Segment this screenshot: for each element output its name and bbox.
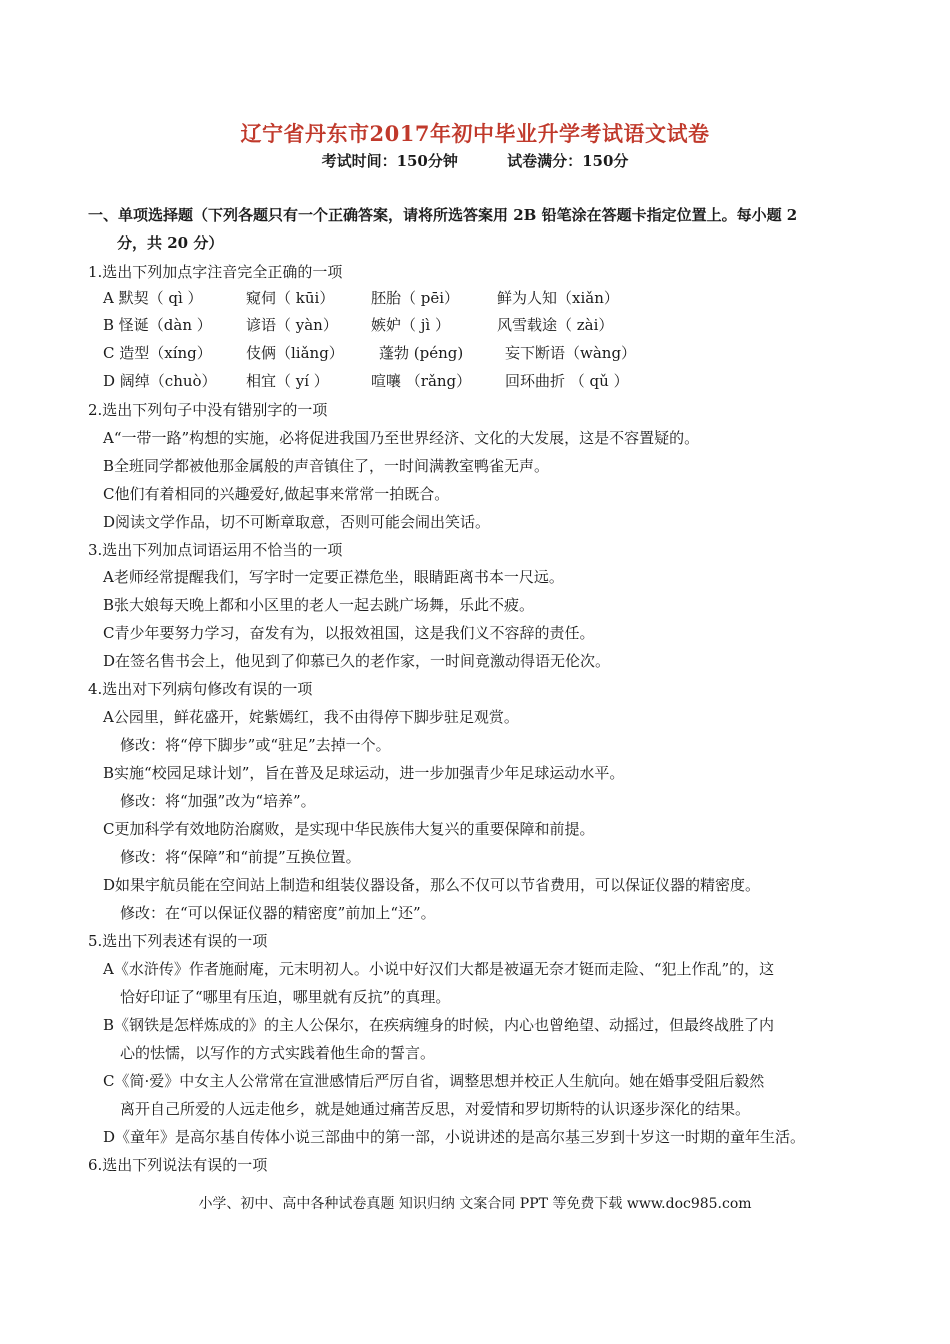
q5-option-b-cont: 心的怯懦，以写作的方式实践着他生命的誓言。 — [120, 1044, 436, 1062]
q1-c-3: 蓬勃 (péng) — [379, 344, 464, 362]
q5-option-b: B《钢铁是怎样炼成的》的主人公保尔，在疾病缠身的时候，内心也曾绝望、动摇过，但最终战胜了内 — [103, 1016, 775, 1034]
q4-option-a: A公园里，鲜花盛开，姹紫嫣红，我不由得停下脚步驻足观赏。 — [103, 708, 519, 726]
q5-option-c: C《简·爱》中女主人公常常在宣泄感情后严厉自省，调整思想并校正人生航向。她在婚事受阻后毅然 — [103, 1072, 765, 1090]
q2-option-c: C他们有着相同的兴趣爱好,做起事来常常一拍既合。 — [103, 485, 450, 503]
question-1-stem: 1.选出下列加点字注音完全正确的一项 — [88, 263, 343, 281]
q3-option-a: A老师经常提醒我们，写字时一定要正襟危坐，眼睛距离书本一尺远。 — [103, 568, 564, 586]
q1-d-2: 相宜（ yí ） — [246, 372, 329, 390]
q4-fix-c: 修改：将“保障”和“前提”互换位置。 — [120, 848, 361, 866]
question-5-stem: 5.选出下列表述有误的一项 — [88, 932, 268, 950]
section-heading: 一、单项选择题（下列各题只有一个正确答案，请将所选答案用 2B 铅笔涂在答题卡指定位置上。每小题 2 — [88, 206, 798, 224]
full-score: 试卷满分：150分 — [507, 152, 629, 170]
q3-option-b: B张大娘每天晚上都和小区里的老人一起去跳广场舞，乐此不疲。 — [103, 596, 535, 614]
q4-fix-b: 修改：将“加强”改为“培养”。 — [120, 792, 316, 810]
q1-b-2: 谚语（ yàn） — [246, 316, 338, 334]
q4-fix-a: 修改：将“停下脚步”或“驻足”去掉一个。 — [120, 736, 391, 754]
q4-fix-d: 修改：在“可以保证仪器的精密度”前加上“还”。 — [120, 904, 436, 922]
question-2-stem: 2.选出下列句子中没有错别字的一项 — [88, 401, 328, 419]
q1-d-1: D 阔绰（chuò） — [103, 372, 217, 390]
exam-info — [0, 150, 950, 171]
q5-option-c-cont: 离开自己所爱的人远走他乡，就是她通过痛苦反思，对爱情和罗切斯特的认识逐步深化的结果。 — [120, 1100, 751, 1118]
exam-title: 辽宁省丹东市2017年初中毕业升学考试语文试卷 — [240, 121, 710, 146]
q1-c-1: C 造型（xíng） — [103, 344, 212, 362]
q4-option-d: D如果宇航员能在空间站上制造和组装仪器设备，那么不仅可以节省费用，可以保证仪器的精密度。 — [103, 876, 761, 894]
q1-b-4: 风雪载途（ zài） — [497, 316, 614, 334]
q2-option-d: D阅读文学作品，切不可断章取意，否则可能会闹出笑话。 — [103, 513, 491, 531]
q2-option-a: A“一带一路”构想的实施，必将促进我国乃至世界经济、文化的大发展，这是不容置疑的。 — [103, 429, 700, 447]
q5-option-a-cont: 恰好印证了“哪里有压迫，哪里就有反抗”的真理。 — [120, 988, 451, 1006]
question-3-stem: 3.选出下列加点词语运用不恰当的一项 — [88, 541, 343, 559]
q1-b-1: B 怪诞（dàn ） — [103, 316, 212, 334]
q1-c-4: 妄下断语（wàng） — [505, 344, 637, 362]
page-footer: 小学、初中、高中各种试卷真题 知识归纳 文案合同 PPT 等免费下载 www.doc985.com — [198, 1196, 752, 1212]
q1-a-1: A 默契（ qì ） — [103, 289, 203, 307]
q1-a-3: 胚胎（ pēi） — [371, 289, 460, 307]
q4-option-c: C更加科学有效地防治腐败，是实现中华民族伟大复兴的重要保障和前提。 — [103, 820, 595, 838]
q3-option-c: C青少年要努力学习，奋发有为，以报效祖国，这是我们义不容辞的责任。 — [103, 624, 595, 642]
q1-c-2: 伎俩（liǎng） — [246, 344, 344, 362]
q1-d-3: 喧嚷 （rǎng） — [371, 372, 472, 390]
q1-a-4: 鲜为人知（xiǎn） — [497, 289, 619, 307]
q5-option-a: A《水浒传》作者施耐庵，元末明初人。小说中好汉们大都是被逼无奈才铤而走险、“犯上作乱”的，这 — [103, 960, 775, 978]
q1-a-2: 窥伺（ kūi） — [246, 289, 335, 307]
question-6-stem: 6.选出下列说法有误的一项 — [88, 1156, 268, 1174]
q3-option-d: D在签名售书会上，他见到了仰慕已久的老作家，一时间竟激动得语无伦次。 — [103, 652, 611, 670]
q4-option-b: B实施“校园足球计划”，旨在普及足球运动，进一步加强青少年足球运动水平。 — [103, 764, 625, 782]
question-4-stem: 4.选出对下列病句修改有误的一项 — [88, 680, 313, 698]
q1-d-4: 回环曲折 （ qǔ ） — [505, 372, 629, 390]
q2-option-b: B全班同学都被他那金属般的声音镇住了，一时间满教室鸭雀无声。 — [103, 457, 550, 475]
q1-b-3: 嫉妒（ jì ） — [371, 316, 450, 334]
q5-option-d: D《童年》是高尔基自传体小说三部曲中的第一部，小说讲述的是高尔基三岁到十岁这一时期的童年生活。 — [103, 1128, 806, 1146]
exam-time: 考试时间：150分钟 — [321, 152, 458, 170]
section-heading-cont: 分，共 20 分） — [117, 234, 224, 252]
